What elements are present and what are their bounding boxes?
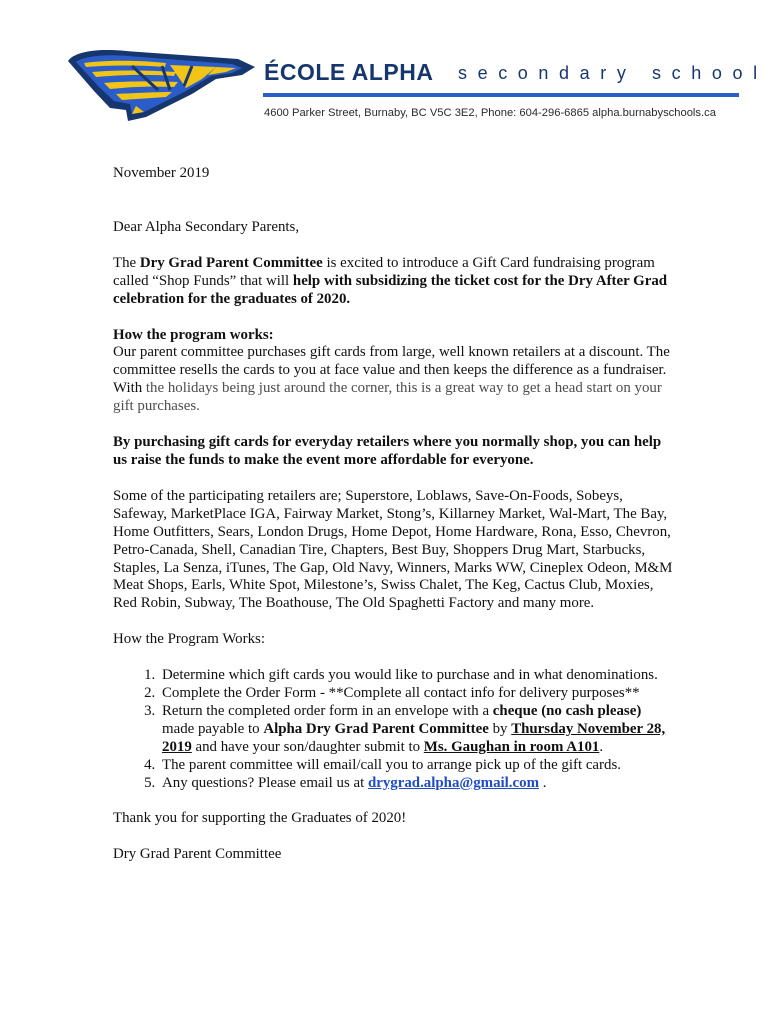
intro-text-2: is excited to introduce a Gift Card fundraising program called “Shop Funds” that will: [113, 254, 655, 289]
school-type: secondary school: [458, 63, 768, 83]
school-address: 4600 Parker Street, Burnaby, BC V5C 3E2, Phone: 604-296-6865 alpha.burnabyschools.ca: [264, 107, 716, 119]
intro-purpose: help with subsidizing the ticket cost for the Dry After Grad celebration for the graduates of 2020.: [113, 272, 668, 307]
list-item: [159, 667, 673, 685]
step-text: .: [539, 774, 547, 791]
letter-body: [113, 165, 673, 864]
letter-date: November 2019: [113, 165, 210, 181]
fundraising-appeal: [113, 434, 673, 470]
payee-name: Alpha Dry Grad Parent Committee: [263, 720, 489, 737]
list-item: [159, 757, 673, 775]
step-text: .: [599, 738, 604, 755]
step-text: by: [488, 720, 512, 737]
submission-recipient: Ms. Gaughan in room A101: [423, 738, 600, 755]
intro-paragraph: [113, 255, 673, 309]
steps-list: [113, 667, 673, 792]
list-item: [159, 775, 673, 793]
closing-line: Thank you for supporting the Graduates of 2020!: [113, 810, 407, 827]
how-it-works-paragraph: [113, 327, 673, 417]
contact-email-link[interactable]: drygrad.alpha@gmail.com: [367, 774, 539, 791]
step-text: Any questions? Please email us at: [162, 774, 368, 791]
how-heading: How the program works:: [113, 326, 274, 343]
step-text: Determine which gift cards you would like to purchase and in what denominations.: [162, 667, 658, 684]
deadline-date: Thursday November 28, 2019: [162, 720, 666, 755]
school-logo-icon: [66, 46, 256, 122]
list-item: [159, 685, 673, 703]
how-body-faded: the holidays being just around the corner, this is a great way to get a head start on your gift purchases.: [113, 380, 662, 415]
how-body: Our parent committee purchases gift cards from large, well known retailers at a discount. The committee resells the cards to you at face value and then keeps the difference as a fundraiser. With: [113, 344, 670, 397]
program-heading: How the Program Works:: [113, 631, 265, 648]
step-text: and have your son/daughter submit to: [191, 738, 424, 755]
school-name: ÉCOLE ALPHA: [264, 59, 434, 85]
step-text: Complete the Order Form - **Complete all contact info for delivery purposes**: [162, 685, 640, 702]
cheque-note: cheque (no cash please): [492, 702, 642, 719]
step-text: Return the completed order form in an envelope with a: [162, 702, 493, 719]
intro-text: The: [113, 254, 140, 271]
signature: Dry Grad Parent Committee: [113, 846, 282, 863]
list-item: [159, 703, 673, 757]
step-text: The parent committee will email/call you to arrange pick up of the gift cards.: [162, 756, 621, 773]
salutation: Dear Alpha Secondary Parents,: [113, 218, 300, 235]
step-text: made payable to: [162, 720, 264, 737]
appeal-text: By purchasing gift cards for everyday retailers where you normally shop, you can help us raise the funds to make the event more affordable for everyone.: [113, 434, 662, 468]
committee-name: Dry Grad Parent Committee: [139, 254, 323, 271]
retailers-paragraph: Some of the participating retailers are; Superstore, Loblaws, Save-On-Foods, Sobeys, Safeway, MarketPlace IGA, Fairway Market, Stong’s, Killarney Market, Wal-Mart, The Bay, Home Outfitters, Sears, London Drugs, Home Depot, Home Hardware, Rona, Esso, Chevron, Petro-Canada, Shell, Canadian Tire, Chapters, Best Buy, Shoppers Drug Mart, Starbucks, Staples, La Senza, iTunes, The Gap, Old Navy, Winners, Marks WW, Cineplex Odeon, M&M Meat Shops, Earls, White Spot, Milestone’s, Swiss Chalet, The Keg, Cactus Club, Moxies, Red Robin, Subway, The Boathouse, The Old Spaghetti Factory and many more.: [113, 487, 673, 612]
header-divider: [263, 93, 739, 97]
